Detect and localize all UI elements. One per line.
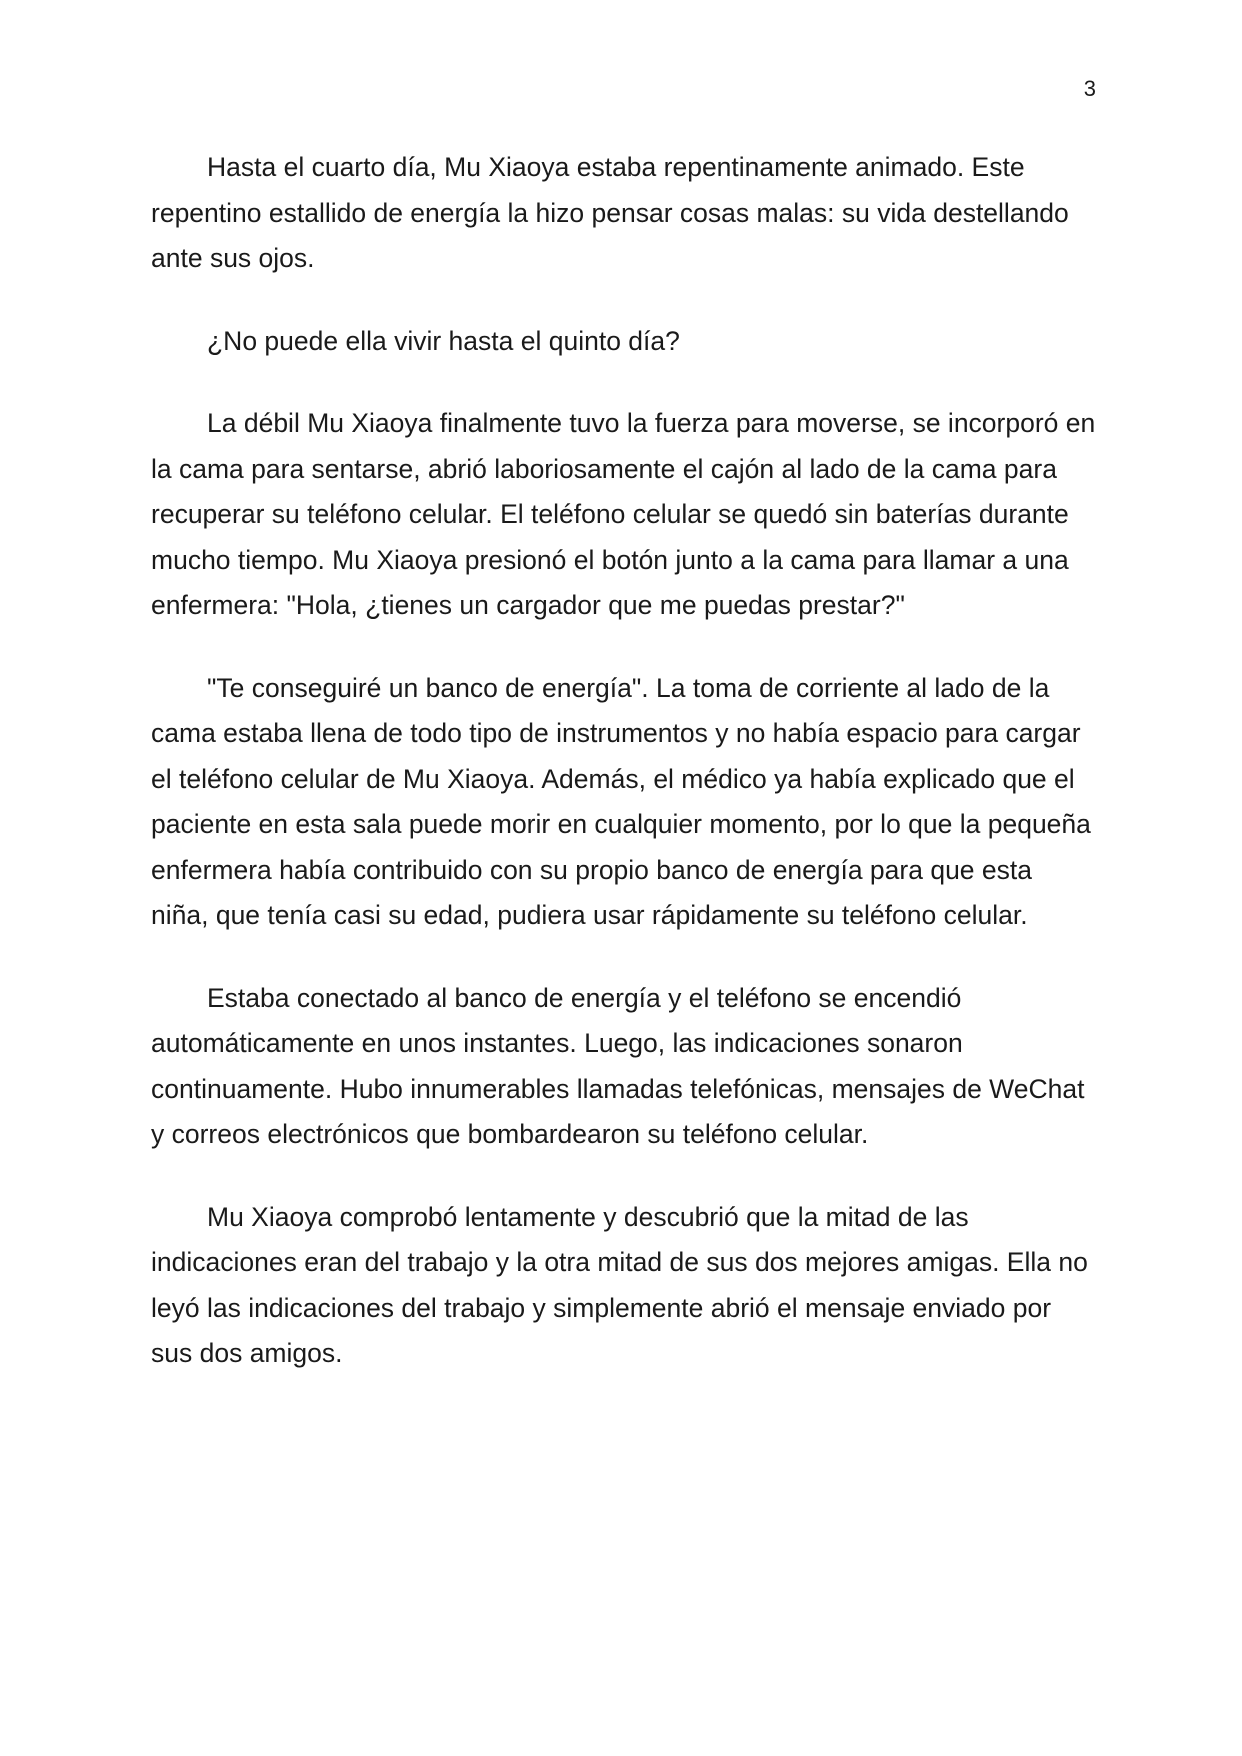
paragraph: Hasta el cuarto día, Mu Xiaoya estaba repentinamente animado. Este repentino estallido de energía la hizo pensar cosas malas: su vida destellando ante sus ojos. bbox=[151, 152, 1069, 273]
paragraph: "Te conseguiré un banco de energía". La toma de corriente al lado de la cama estaba llena de todo tipo de instrumentos y no había espacio para cargar el teléfono celular de Mu Xiaoya. Además, el médico ya había explicado que el paciente en esta sala puede morir en cualquier momento, por lo que la pequeña enfermera había contribuido con su propio banco de energía para que esta niña, que tenía casi su edad, pudiera usar rápidamente su teléfono celular. bbox=[151, 672, 1091, 930]
paragraph: La débil Mu Xiaoya finalmente tuvo la fuerza para moverse, se incorporó en la cama para sentarse, abrió laboriosamente el cajón al lado de la cama para recuperar su teléfono celular. El teléfono celular se quedó sin baterías durante mucho tiempo. Mu Xiaoya presionó el botón junto a la cama para llamar a una enfermera: "Hola, ¿tienes un cargador que me puedas prestar?" bbox=[151, 408, 1096, 620]
paragraph: ¿No puede ella vivir hasta el quinto día? bbox=[207, 325, 680, 356]
page-number: 3 bbox=[1083, 76, 1096, 101]
document-body bbox=[151, 145, 1096, 1414]
paragraph: Estaba conectado al banco de energía y el teléfono se encendió automáticamente en unos instantes. Luego, las indicaciones sonaron continuamente. Hubo innumerables llamadas telefónicas, mensajes de WeChat y correos electrónicos que bombardearon su teléfono celular. bbox=[151, 982, 1085, 1149]
paragraph: Mu Xiaoya comprobó lentamente y descubrió que la mitad de las indicaciones eran del trabajo y la otra mitad de sus dos mejores amigas. Ella no leyó las indicaciones del trabajo y simplemente abrió el mensaje enviado por sus dos amigos. bbox=[151, 1201, 1088, 1368]
